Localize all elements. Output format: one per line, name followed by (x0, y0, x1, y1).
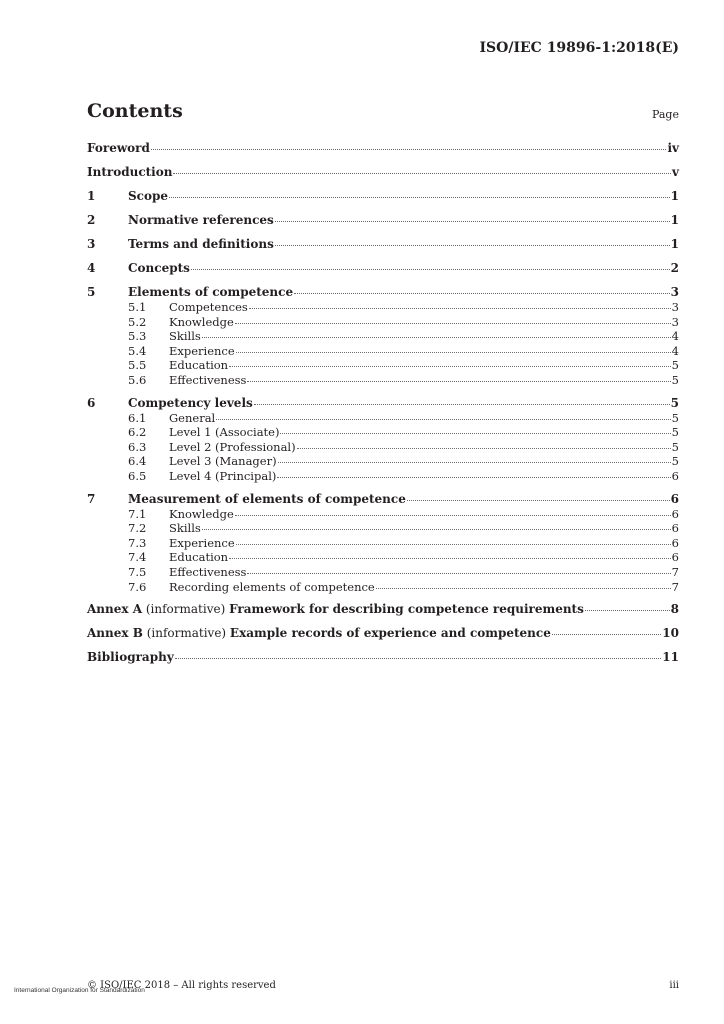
dot-leader (278, 459, 671, 463)
dot-leader (236, 541, 671, 545)
dot-leader (247, 570, 670, 574)
toc-entry-title: Skills (169, 329, 201, 344)
toc-entry-number: 5.2 (128, 314, 147, 329)
toc-entry-title: Foreword (87, 141, 150, 155)
dot-leader (280, 430, 670, 434)
toc-entry-title: Scope (128, 189, 169, 203)
toc-entry[interactable] (87, 395, 679, 411)
toc-entry[interactable] (87, 536, 679, 551)
dot-leader (175, 655, 662, 659)
toc-entry-page: 1 (670, 189, 679, 203)
dot-leader (216, 416, 670, 420)
dot-leader (169, 194, 670, 198)
toc-entry-number: 7 (87, 491, 96, 506)
toc-entry[interactable] (87, 284, 679, 300)
toc-entry-number: 6.4 (128, 454, 147, 469)
toc-entry-title: General (169, 410, 216, 425)
dot-leader (173, 170, 671, 174)
toc-entry-title: Knowledge (169, 314, 234, 329)
toc-entry[interactable] (87, 507, 679, 522)
toc-entry-page: 1 (670, 237, 679, 251)
toc-entry-number: 7.6 (128, 579, 147, 594)
copyright-footer: © ISO/IEC 2018 – All rights reserved (87, 980, 276, 991)
toc-entry-title: Measurement of elements of competence (128, 491, 406, 506)
toc-entry-page: 4 (671, 343, 679, 358)
dot-leader (376, 585, 671, 589)
toc-entry-page: 6 (670, 491, 679, 506)
toc-entry[interactable] (87, 580, 679, 595)
toc-entry[interactable] (87, 358, 679, 373)
publisher-watermark: International Organization for Standardization (14, 987, 145, 994)
toc-entry-title: Effectiveness (169, 564, 247, 579)
toc-entry-title: Skills (169, 521, 201, 536)
annex-title: Framework for describing competence requirements (229, 602, 584, 617)
dot-leader (202, 334, 671, 338)
toc-entry-page: 5 (671, 454, 679, 469)
dot-leader (229, 363, 671, 367)
toc-entry-title: Level 2 (Professional) (169, 439, 296, 454)
page-number: iii (669, 980, 679, 991)
toc-entry-title (87, 625, 551, 641)
toc-entry-page: 2 (670, 261, 679, 275)
dot-leader (294, 290, 670, 294)
toc-entry[interactable] (87, 469, 679, 484)
toc-entry[interactable] (87, 550, 679, 565)
toc-entry-page: 5 (670, 395, 679, 410)
annex-type-note: (informative) (142, 602, 230, 617)
toc-entry-page: iv (667, 141, 679, 155)
toc-entry-page: 3 (670, 285, 679, 299)
dot-leader (254, 401, 670, 405)
toc-entry-page: 5 (671, 372, 679, 387)
dot-leader (151, 146, 667, 150)
toc-entry-title: Introduction (87, 165, 173, 179)
dot-leader (585, 607, 670, 611)
dot-leader (275, 218, 670, 222)
toc-entry-number: 2 (87, 213, 96, 227)
toc-entry[interactable] (87, 411, 679, 426)
toc-entry[interactable] (87, 601, 679, 617)
toc-entry-title: Competences (169, 300, 248, 314)
dot-leader (552, 631, 661, 635)
toc-entry-page: 10 (662, 626, 679, 641)
annex-title: Example records of experience and competence (229, 626, 551, 641)
toc-entry-number: 5.3 (128, 329, 147, 344)
toc-entry-title: Recording elements of competence (169, 579, 375, 594)
toc-entry-number: 7.1 (128, 506, 147, 521)
toc-entry-page: 3 (671, 300, 679, 314)
dot-leader (277, 474, 670, 478)
toc-entry[interactable] (87, 373, 679, 388)
toc-entry-page: 11 (662, 650, 679, 665)
toc-entry-title: Competency levels (128, 395, 253, 410)
toc-entry[interactable] (87, 625, 679, 641)
toc-entry-page: v (672, 165, 679, 179)
toc-entry[interactable] (87, 521, 679, 536)
toc-entry[interactable] (87, 140, 679, 156)
toc-entry-number: 5.5 (128, 358, 147, 373)
toc-entry-title: Knowledge (169, 506, 234, 521)
toc-entry-title: Terms and definitions (128, 237, 274, 251)
toc-entry-number: 1 (87, 189, 96, 203)
toc-entry-page: 7 (671, 579, 679, 594)
toc-entry-page: 5 (671, 425, 679, 440)
toc-entry-number: 5.4 (128, 343, 147, 358)
dot-leader (247, 378, 670, 382)
contents-title: Contents (87, 100, 183, 122)
toc-entry-title: Experience (169, 535, 235, 550)
toc-entry-title: Concepts (128, 261, 190, 275)
dot-leader (229, 555, 671, 559)
toc-entry[interactable] (87, 425, 679, 440)
toc-entry-page: 5 (671, 439, 679, 454)
dot-leader (236, 349, 671, 353)
toc-entry-page: 8 (670, 602, 679, 617)
toc-entry-number: 3 (87, 237, 96, 251)
dot-leader (202, 526, 671, 530)
toc-entry[interactable] (87, 649, 679, 665)
toc-entry-title: Normative references (128, 213, 274, 227)
toc-entry-page: 6 (671, 535, 679, 550)
dot-leader (191, 266, 670, 270)
toc-entry-title: Level 1 (Associate) (169, 425, 280, 440)
toc-entry-title: Level 3 (Manager) (169, 454, 277, 469)
dot-leader (297, 445, 671, 449)
toc-entry-number: 7.2 (128, 521, 147, 536)
toc-entry-page: 1 (670, 213, 679, 227)
toc-entry-number: 7.3 (128, 535, 147, 550)
toc-entry-title: Elements of competence (128, 285, 294, 299)
toc-entry-number: 5 (87, 285, 96, 299)
toc-entry-page: 6 (671, 506, 679, 521)
toc-entry-page: 5 (671, 358, 679, 373)
toc-entry[interactable] (87, 440, 679, 455)
toc-entry[interactable] (87, 454, 679, 469)
toc-entry-title: Education (169, 550, 229, 565)
toc-entry-number: 5.6 (128, 372, 147, 387)
annex-label: Annex A (87, 602, 143, 617)
toc-entry-number: 6.1 (128, 410, 147, 425)
toc-entry-number: 7.5 (128, 564, 147, 579)
dot-leader (235, 320, 671, 324)
toc-entry-title: Education (169, 358, 229, 373)
toc-entry[interactable] (87, 300, 679, 315)
toc-entry-title: Bibliography (87, 650, 174, 665)
toc-entry-page: 6 (671, 550, 679, 565)
toc-entry-number: 6.2 (128, 425, 147, 440)
toc-entry-page: 7 (671, 564, 679, 579)
toc-entry-number: 4 (87, 261, 96, 275)
annex-label: Annex B (87, 626, 143, 641)
toc-entry-number: 6.3 (128, 439, 147, 454)
toc-entry-page: 6 (671, 521, 679, 536)
dot-leader (235, 512, 671, 516)
toc-entry-page: 6 (671, 468, 679, 483)
toc-entry[interactable] (87, 565, 679, 580)
annex-type-note: (informative) (142, 626, 230, 641)
toc-entry-number: 6.5 (128, 468, 147, 483)
toc-entry-title: Experience (169, 343, 235, 358)
dot-leader (249, 305, 671, 309)
toc-entry-page: 4 (671, 329, 679, 344)
toc-entry-title: Effectiveness (169, 372, 247, 387)
toc-entry-title (87, 601, 584, 617)
toc-entry-number: 5.1 (128, 300, 147, 314)
toc-entry[interactable] (87, 212, 679, 228)
toc-entry[interactable] (87, 315, 679, 330)
toc-entry-number: 7.4 (128, 550, 147, 565)
page-column-label: Page (651, 108, 679, 121)
toc-entry-number: 6 (87, 395, 96, 410)
toc-entry[interactable] (87, 329, 679, 344)
toc-entry[interactable] (87, 164, 679, 180)
toc-entry[interactable] (87, 236, 679, 252)
toc-entry[interactable] (87, 188, 679, 204)
toc-entry[interactable] (87, 260, 679, 276)
table-of-contents (87, 140, 679, 665)
document-id-header: ISO/IEC 19896-1:2018(E) (479, 40, 679, 56)
toc-entry-page: 3 (671, 314, 679, 329)
toc-entry-page: 5 (671, 410, 679, 425)
toc-entry[interactable] (87, 491, 679, 507)
dot-leader (407, 497, 670, 501)
toc-entry[interactable] (87, 344, 679, 359)
toc-entry-title: Level 4 (Principal) (169, 468, 277, 483)
dot-leader (275, 242, 670, 246)
